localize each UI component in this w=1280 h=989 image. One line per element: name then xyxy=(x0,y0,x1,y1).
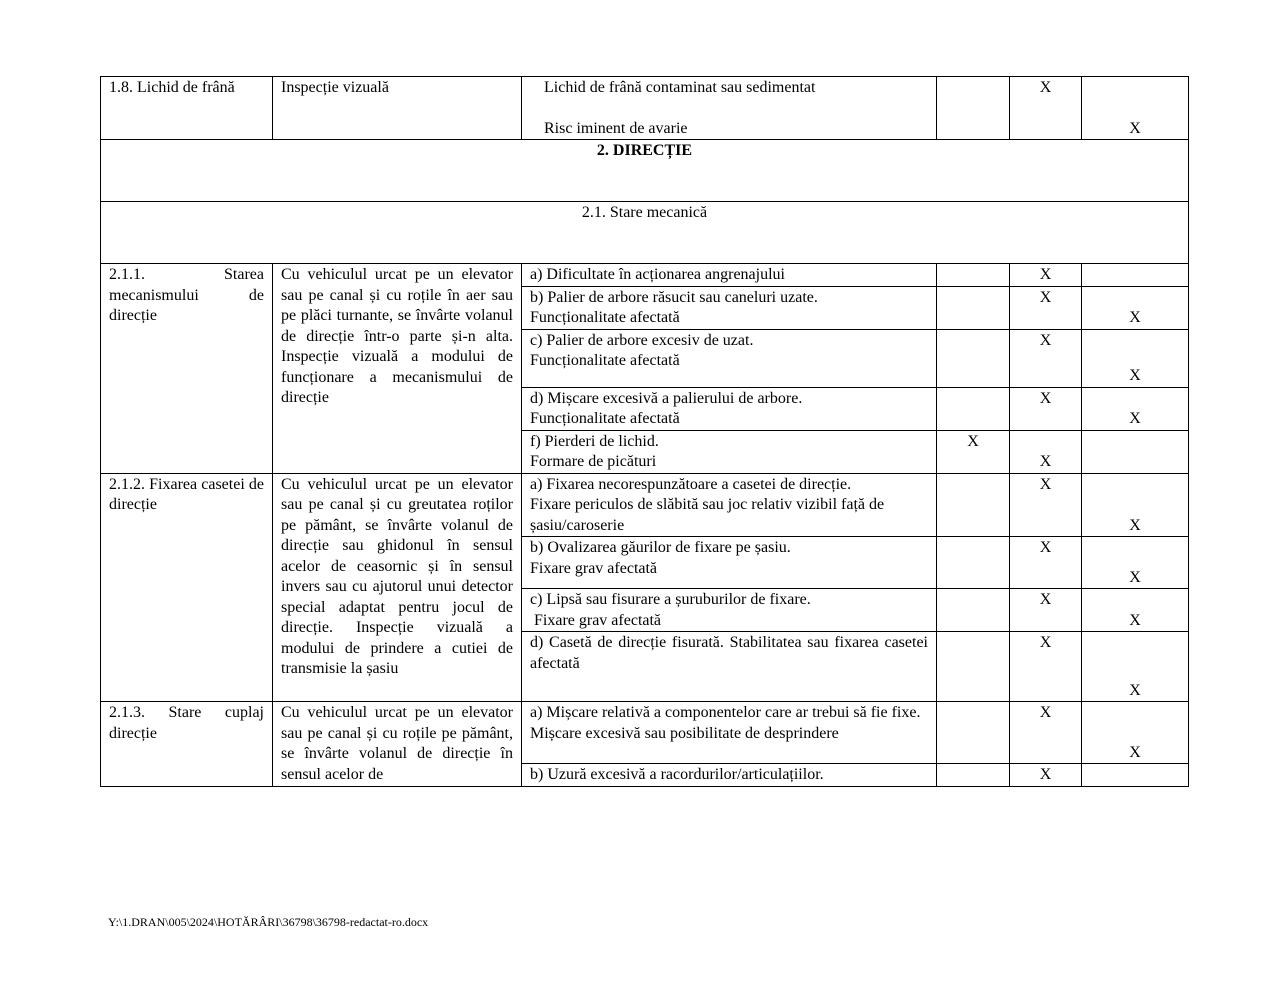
dangerous-mark: X xyxy=(1129,309,1141,326)
major-cell xyxy=(1010,387,1082,430)
dangerous-cell xyxy=(1082,589,1189,632)
defect-text: b) Palier de arbore răsucit sau caneluri uzate. xyxy=(530,288,818,306)
major-mark: X xyxy=(1039,266,1052,283)
major-cell xyxy=(1010,632,1082,702)
defect-consequence: Fixare grav afectată xyxy=(530,611,662,629)
dangerous-cell xyxy=(1082,473,1189,537)
dangerous-cell xyxy=(1082,264,1189,287)
major-mark: X xyxy=(1039,331,1052,349)
subsection-title: 2.1. Stare mecanică xyxy=(101,202,1189,264)
minor-cell xyxy=(937,702,1010,764)
dangerous-mark: X xyxy=(1129,681,1141,699)
inspection-table xyxy=(100,76,1189,787)
major-cell xyxy=(1010,764,1082,787)
major-mark: X xyxy=(1039,634,1052,651)
defect-text: d) Mișcare excesivă a palierului de arbore. xyxy=(530,389,803,407)
major-mark: X xyxy=(1039,389,1052,407)
defect-text: b) Ovalizarea găurilor de fixare pe șasiu. xyxy=(530,539,791,556)
major-mark: X xyxy=(1039,539,1052,556)
table-row xyxy=(101,264,1189,287)
major-cell xyxy=(1010,537,1082,589)
dangerous-cell xyxy=(1082,764,1189,787)
minor-cell xyxy=(937,430,1010,473)
defect-consequence: Funcționalitate afectată xyxy=(530,352,680,369)
dangerous-cell xyxy=(1082,286,1189,329)
defect-cell xyxy=(522,387,937,430)
method-cell: Cu vehiculul urcat pe un elevator sau pe canal și cu greutatea roților pe pământ, se învârte volanul de direcție sau ghidonul în sensul acelor de ceasornic și în sensul invers sau cu ajutorul unui detector special adaptat pentru jocul de direcție. Inspecție vizuală a modului de prindere a cutiei de transmisie la șasiu xyxy=(273,473,522,702)
major-mark: X xyxy=(1039,475,1052,493)
defect-cell: d) Casetă de direcție fisurată. Stabilitatea sau fixarea casetei afectată xyxy=(522,632,937,702)
defect-text: c) Palier de arbore excesiv de uzat. xyxy=(530,331,754,349)
defect-cell: b) Uzură excesivă a racordurilor/articulațiilor. xyxy=(522,764,937,787)
defect-text: a) Fixarea necorespunzătoare a casetei de direcție. xyxy=(530,475,852,493)
dangerous-cell xyxy=(1082,537,1189,589)
dangerous-mark: X xyxy=(1129,119,1141,137)
major-cell xyxy=(1010,430,1082,473)
minor-cell xyxy=(937,632,1010,702)
defect-cell xyxy=(522,537,937,589)
defect-cell xyxy=(522,430,937,473)
defect-cell xyxy=(522,329,937,387)
defect-cell xyxy=(522,286,937,329)
major-mark: X xyxy=(1039,766,1052,783)
minor-cell xyxy=(937,473,1010,537)
footer-file-path: Y:\1.DRAN\005\2024\HOTĂRÂRI\36798\36798-redactat-ro.docx xyxy=(108,915,429,929)
method-cell: Cu vehiculul urcat pe un elevator sau pe canal și cu roțile pe pământ, se învârte volanul de direcție în sensul acelor de xyxy=(273,702,522,787)
minor-mark: X xyxy=(967,432,979,450)
defect-consequence: Formare de picături xyxy=(530,453,657,470)
defect-text: f) Pierderi de lichid. xyxy=(530,432,659,450)
defect-consequence: Mișcare excesivă sau posibilitate de desprindere xyxy=(530,724,839,742)
item-cell: 2.1.3. Stare cuplaj direcție xyxy=(101,702,273,787)
defect-cell xyxy=(522,702,937,764)
minor-cell xyxy=(937,329,1010,387)
major-cell xyxy=(1010,589,1082,632)
minor-cell xyxy=(937,77,1010,140)
defect-consequence: Funcționalitate afectată xyxy=(530,410,680,427)
defect-cell xyxy=(522,473,937,537)
dangerous-cell xyxy=(1082,430,1189,473)
table-row xyxy=(101,77,1189,140)
defect-consequence: Fixare grav afectată xyxy=(530,559,658,577)
major-cell xyxy=(1010,473,1082,537)
dangerous-cell xyxy=(1082,387,1189,430)
defect-text: c) Lipsă sau fisurare a șuruburilor de fixare. xyxy=(530,591,811,608)
dangerous-mark: X xyxy=(1129,611,1141,629)
major-cell xyxy=(1010,329,1082,387)
major-mark: X xyxy=(1039,288,1052,306)
defect-cell xyxy=(522,264,937,287)
minor-cell xyxy=(937,764,1010,787)
subsection-row xyxy=(101,202,1189,264)
item-cell: 2.1.2. Fixarea casetei de direcție xyxy=(101,473,273,702)
defect-cell xyxy=(522,589,937,632)
major-cell xyxy=(1010,264,1082,287)
section-title: 2. DIRECȚIE xyxy=(101,140,1189,202)
defect-text: Lichid de frână contaminat sau sedimentat xyxy=(544,79,816,96)
dangerous-cell xyxy=(1082,632,1189,702)
defect-consequence: Fixare periculos de slăbită sau joc relativ vizibil față de șasiu/caroserie xyxy=(530,496,885,534)
minor-cell xyxy=(937,264,1010,287)
dangerous-mark: X xyxy=(1129,568,1141,586)
table-row xyxy=(101,473,1189,537)
defect-text: a) Mișcare relativă a componentelor care ar trebui să fie fixe. xyxy=(530,704,921,721)
dangerous-cell xyxy=(1082,329,1189,387)
dangerous-mark: X xyxy=(1129,743,1141,761)
defect-cell xyxy=(522,77,937,140)
section-row xyxy=(101,140,1189,202)
defect-consequence: Funcționalitate afectată xyxy=(530,309,680,326)
major-cell xyxy=(1010,702,1082,764)
major-mark: X xyxy=(1039,453,1052,470)
table-row xyxy=(101,702,1189,764)
minor-cell xyxy=(937,537,1010,589)
major-mark: X xyxy=(1039,79,1052,96)
minor-cell xyxy=(937,286,1010,329)
major-mark: X xyxy=(1039,591,1052,608)
major-cell xyxy=(1010,77,1082,140)
dangerous-mark: X xyxy=(1129,516,1141,534)
minor-cell xyxy=(937,589,1010,632)
dangerous-cell xyxy=(1082,702,1189,764)
defect-text: Risc iminent de avarie xyxy=(544,119,688,137)
major-cell xyxy=(1010,286,1082,329)
item-cell: 1.8. Lichid de frână xyxy=(101,77,273,140)
dangerous-mark: X xyxy=(1129,367,1141,384)
dangerous-cell xyxy=(1082,77,1189,140)
defect-text: a) Dificultate în acționarea angrenajului xyxy=(530,266,785,283)
minor-cell xyxy=(937,387,1010,430)
method-cell: Inspecție vizuală xyxy=(273,77,522,140)
major-mark: X xyxy=(1039,704,1052,721)
item-cell: 2.1.1. Starea mecanismului de direcție xyxy=(101,264,273,474)
method-cell: Cu vehiculul urcat pe un elevator sau pe canal și cu roțile în aer sau pe plăci turnante, se învârte volanul de direcție într-o parte și-n alta. Inspecție vizuală a modului de funcționare a mecanismului de direcție xyxy=(273,264,522,474)
dangerous-mark: X xyxy=(1129,410,1141,427)
